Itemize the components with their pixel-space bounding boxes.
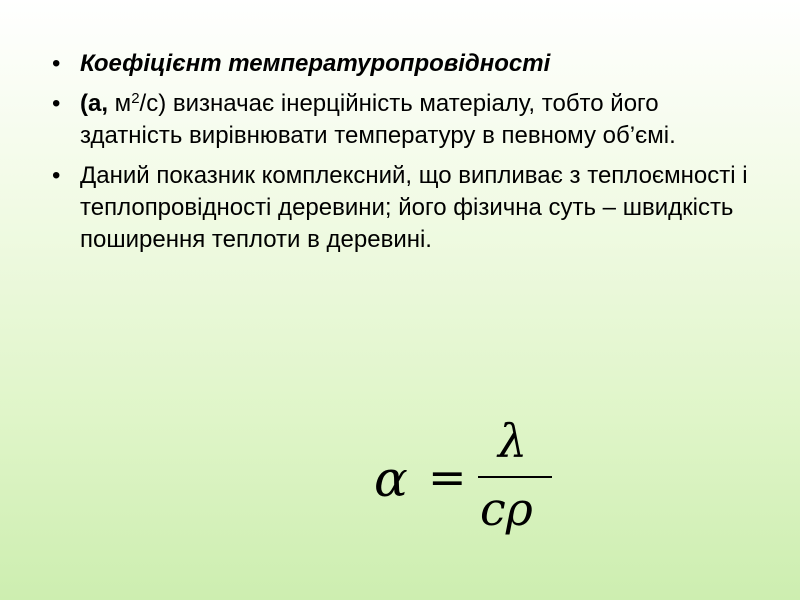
- formula: [370, 414, 560, 550]
- fraction-bar: [478, 476, 552, 478]
- definition-text: визначає інерційність матеріалу, тобто його здатність вирівнювати температуру в певному об’ємі.: [80, 90, 676, 149]
- formula-equals: =: [428, 450, 467, 504]
- description-text: Даний показник комплексний, що випливає з теплоємності і теплопровідності деревини; його фізична суть – швидкість поширення теплоти в деревині.: [80, 162, 748, 253]
- formula-denominator: cρ: [480, 482, 533, 536]
- symbol-label: (а,: [80, 90, 109, 117]
- bullet-dot-icon: •: [52, 90, 61, 117]
- slide-title: Коефіцієнт температуропровідності: [80, 50, 551, 77]
- unit-exponent: 2: [131, 90, 140, 107]
- formula-lhs: α: [374, 450, 408, 508]
- unit-base: м: [108, 90, 132, 117]
- bullet-item-definition: [52, 88, 752, 152]
- formula-numerator: λ: [498, 414, 528, 468]
- bullet-list: [52, 48, 752, 264]
- bullet-dot-icon: •: [52, 50, 61, 77]
- bullet-dot-icon: •: [52, 162, 61, 189]
- unit-rest: /с): [139, 90, 167, 117]
- bullet-item-description: [52, 160, 752, 256]
- bullet-item-title: [52, 48, 752, 80]
